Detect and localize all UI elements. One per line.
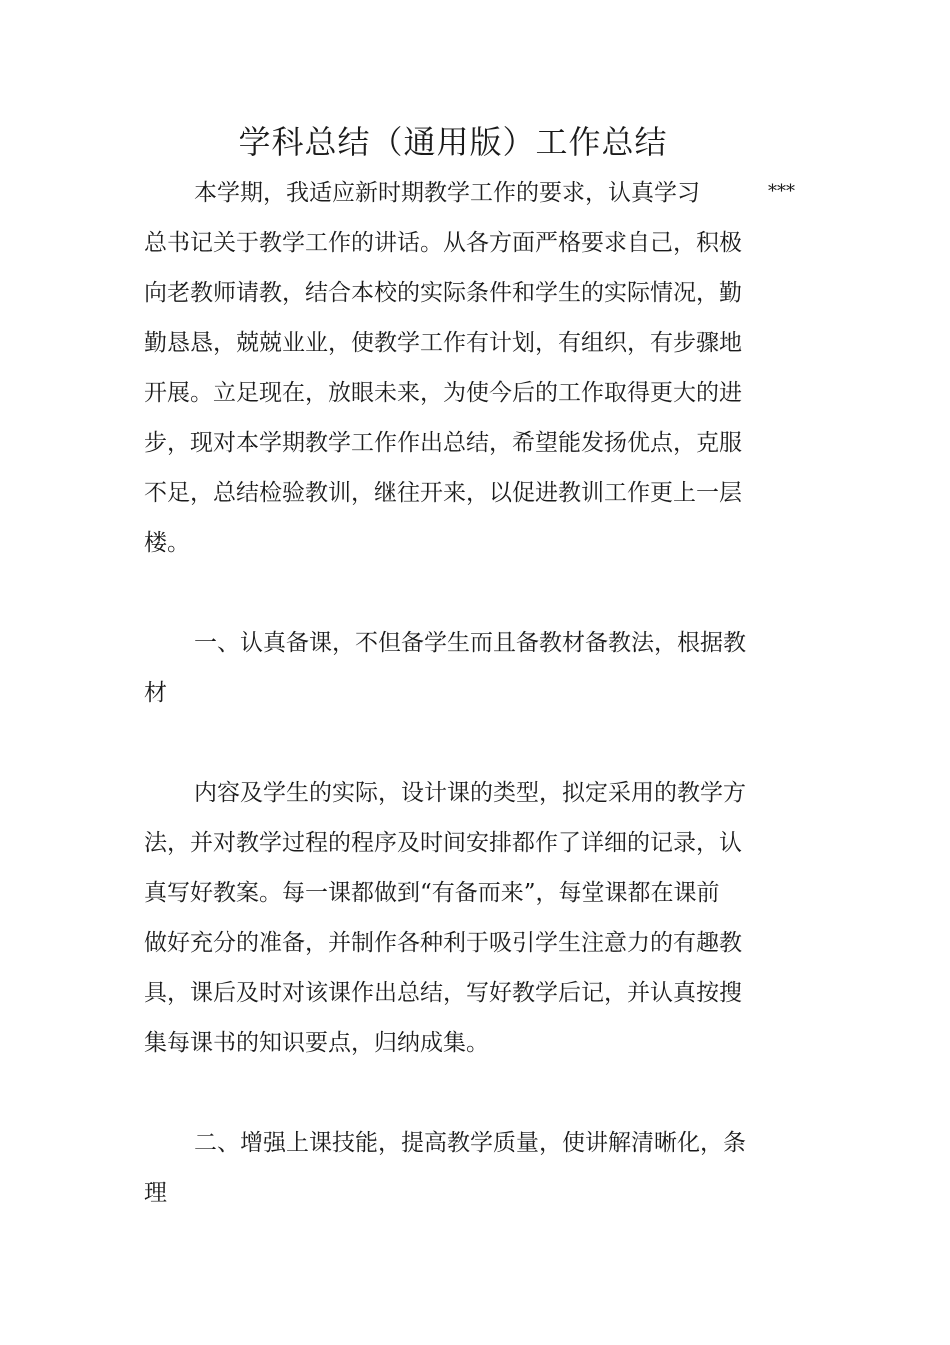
paragraph-line: 具，课后及时对该课作出总结，写好教学后记，并认真按搜	[144, 980, 742, 1006]
redaction-marker: ***	[768, 181, 795, 202]
paragraph-line: 材	[144, 680, 167, 706]
paragraph-intro	[144, 168, 744, 568]
paragraph-line: 集每课书的知识要点，归纳成集。	[144, 1030, 489, 1056]
paragraph-line: 本学期，我适应新时期教学工作的要求，认真学习	[194, 180, 700, 206]
paragraph-lesson-prep	[144, 768, 744, 1068]
paragraph-line: 开展。立足现在，放眼未来，为使今后的工作取得更大的进	[144, 380, 742, 406]
paragraph-line: 步，现对本学期教学工作作出总结，希望能发扬优点，克服	[144, 430, 742, 456]
paragraph-line: 真写好教案。每一课都做到“有备而来”，每堂课都在课前	[144, 880, 720, 906]
paragraph-line: 不足，总结检验教训，继往开来，以促进教训工作更上一层	[144, 480, 742, 506]
paragraph-line: 向老教师请教，结合本校的实际条件和学生的实际情况，勤	[144, 280, 742, 306]
document-title: 学科总结（通用版）工作总结	[238, 123, 668, 161]
paragraph-line: 内容及学生的实际，设计课的类型，拟定采用的教学方	[194, 780, 746, 806]
paragraph-line: 法，并对教学过程的程序及时间安排都作了详细的记录，认	[144, 830, 742, 856]
paragraph-line: 二、增强上课技能，提高教学质量，使讲解清晰化，条	[194, 1130, 746, 1156]
section-heading-1	[144, 618, 744, 718]
paragraph-line: 做好充分的准备，并制作各种利于吸引学生注意力的有趣教	[144, 930, 742, 956]
paragraph-line: 一、认真备课，不但备学生而且备教材备教法，根据教	[194, 630, 746, 656]
section-heading-2	[144, 1118, 744, 1218]
paragraph-line: 楼。	[144, 530, 190, 556]
paragraph-line: 总书记关于教学工作的讲话。从各方面严格要求自己，积极	[144, 230, 742, 256]
paragraph-line: 勤恳恳，兢兢业业，使教学工作有计划，有组织，有步骤地	[144, 330, 742, 356]
paragraph-line: 理	[144, 1180, 167, 1206]
